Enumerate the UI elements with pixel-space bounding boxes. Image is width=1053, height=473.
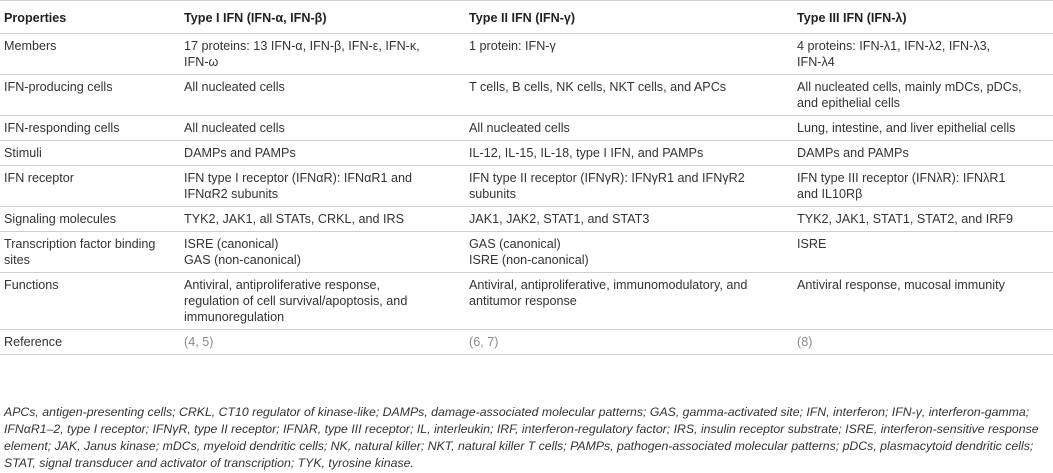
- cell-text-line: IFN type II receptor (IFNγR): IFNγR1 and IFNγR2: [469, 171, 745, 185]
- cell-text-line: and epithelial cells: [797, 96, 900, 110]
- row-property-label: Transcription factor binding sites: [0, 232, 180, 273]
- reference-link-type3[interactable]: (8): [793, 330, 1053, 355]
- header-type-2-ifn: Type II IFN (IFN-γ): [465, 1, 793, 34]
- cell-type3: [793, 232, 1053, 273]
- cell-text-line: IFNαR2 subunits: [184, 187, 279, 201]
- cell-text-line: All nucleated cells: [184, 80, 285, 94]
- cell-type1: [180, 75, 465, 116]
- table-row: [0, 141, 1053, 166]
- row-property-label: Signaling molecules: [0, 207, 180, 232]
- cell-type2: [465, 166, 793, 207]
- cell-text-line: and IL10Rβ: [797, 187, 863, 201]
- cell-type3: [793, 207, 1053, 232]
- cell-type1: [180, 166, 465, 207]
- reference-row: [0, 330, 1053, 355]
- row-property-label: IFN receptor: [0, 166, 180, 207]
- cell-type1: [180, 232, 465, 273]
- cell-type3: [793, 273, 1053, 330]
- cell-text-line: IFN type I receptor (IFNαR): IFNαR1 and: [184, 171, 413, 185]
- cell-text-line: IFN type III receptor (IFNλR): IFNλR1: [797, 171, 1006, 185]
- cell-type2: [465, 75, 793, 116]
- header-type-3-ifn: Type III IFN (IFN-λ): [793, 1, 1053, 34]
- cell-type1: [180, 207, 465, 232]
- table-body: [0, 34, 1053, 355]
- cell-text-line: DAMPs and PAMPs: [184, 146, 296, 160]
- table-header: [0, 1, 1053, 34]
- cell-type1: [180, 273, 465, 330]
- table-row: [0, 116, 1053, 141]
- cell-text-line: Lung, intestine, and liver epithelial cells: [797, 121, 1016, 135]
- table-row: [0, 207, 1053, 232]
- reference-link-type1[interactable]: (4, 5): [180, 330, 465, 355]
- cell-text-line: All nucleated cells, mainly mDCs, pDCs,: [797, 80, 1022, 94]
- cell-text-line: subunits: [469, 187, 516, 201]
- table-row: [0, 232, 1053, 273]
- header-type-1-ifn: Type I IFN (IFN-α, IFN-β): [180, 1, 465, 34]
- cell-text-line: ISRE: [797, 237, 827, 251]
- cell-text-line: All nucleated cells: [184, 121, 285, 135]
- cell-type2: [465, 34, 793, 75]
- header-properties: Properties: [0, 1, 180, 34]
- cell-text-line: 17 proteins: 13 IFN-α, IFN-β, IFN-ε, IFN-κ,: [184, 39, 420, 53]
- cell-text-line: IFN-ω: [184, 55, 219, 69]
- cell-text-line: All nucleated cells: [469, 121, 570, 135]
- cell-type2: [465, 273, 793, 330]
- cell-type2: [465, 141, 793, 166]
- cell-text-line: immunoregulation: [184, 310, 285, 324]
- header-row: [0, 1, 1053, 34]
- cell-type1: [180, 34, 465, 75]
- table-row: [0, 75, 1053, 116]
- cell-text-line: GAS (non-canonical): [184, 253, 301, 267]
- row-property-label: Stimuli: [0, 141, 180, 166]
- row-property-label: Members: [0, 34, 180, 75]
- cell-type3: [793, 75, 1053, 116]
- cell-text-line: antitumor response: [469, 294, 577, 308]
- row-property-label: IFN-responding cells: [0, 116, 180, 141]
- cell-text-line: IL-12, IL-15, IL-18, type I IFN, and PAMPs: [469, 146, 704, 160]
- row-property-label: Functions: [0, 273, 180, 330]
- row-property-label: IFN-producing cells: [0, 75, 180, 116]
- cell-type3: [793, 34, 1053, 75]
- cell-type2: [465, 232, 793, 273]
- cell-text-line: regulation of cell survival/apoptosis, and: [184, 294, 408, 308]
- cell-text-line: ISRE (non-canonical): [469, 253, 589, 267]
- cell-text-line: Antiviral, antiproliferative, immunomodulatory, and: [469, 278, 748, 292]
- table-row: [0, 166, 1053, 207]
- cell-text-line: GAS (canonical): [469, 237, 561, 251]
- cell-text-line: DAMPs and PAMPs: [797, 146, 909, 160]
- cell-type3: [793, 116, 1053, 141]
- cell-text-line: TYK2, JAK1, STAT1, STAT2, and IRF9: [797, 212, 1014, 226]
- cell-text-line: T cells, B cells, NK cells, NKT cells, and APCs: [469, 80, 727, 94]
- cell-text-line: Antiviral response, mucosal immunity: [797, 278, 1005, 292]
- cell-type1: [180, 116, 465, 141]
- cell-type3: [793, 141, 1053, 166]
- reference-label: Reference: [0, 330, 180, 355]
- cell-type2: [465, 207, 793, 232]
- table-row: [0, 273, 1053, 330]
- cell-type3: [793, 166, 1053, 207]
- cell-text-line: Antiviral, antiproliferative response,: [184, 278, 380, 292]
- cell-text-line: IFN-λ4: [797, 55, 835, 69]
- cell-text-line: ISRE (canonical): [184, 237, 279, 251]
- cell-text-line: JAK1, JAK2, STAT1, and STAT3: [469, 212, 650, 226]
- cell-text-line: 4 proteins: IFN-λ1, IFN-λ2, IFN-λ3,: [797, 39, 991, 53]
- table-footnote: APCs, antigen-presenting cells; CRKL, CT10 regulator of kinase-like; DAMPs, damage-associated molecular patterns; GAS, gamma-activated site; IFN, interferon; IFN-γ, interferon-gamma; IFNαR1–2, type I receptor; IFNγR, type II receptor; IFNλR, type III receptor; IL, interleukin; IRF, interferon-regulatory factor; IRS, insulin receptor substrate; ISRE, interferon-sensitive response element; JAK, Janus kinase; mDCs, myeloid dendritic cells; NK, natural killer; NKT, natural killer T cells; PAMPs, pathogen-associated molecular patterns; pDCs, plasmacytoid dendritic cells; STAT, signal transducer and activator of transcription; TYK, tyrosine kinase.: [4, 405, 1039, 470]
- cell-type1: [180, 141, 465, 166]
- cell-type2: [465, 116, 793, 141]
- cell-text-line: 1 protein: IFN-γ: [469, 39, 556, 53]
- reference-link-type2[interactable]: (6, 7): [465, 330, 793, 355]
- cell-text-line: TYK2, JAK1, all STATs, CRKL, and IRS: [184, 212, 405, 226]
- table-row: [0, 34, 1053, 75]
